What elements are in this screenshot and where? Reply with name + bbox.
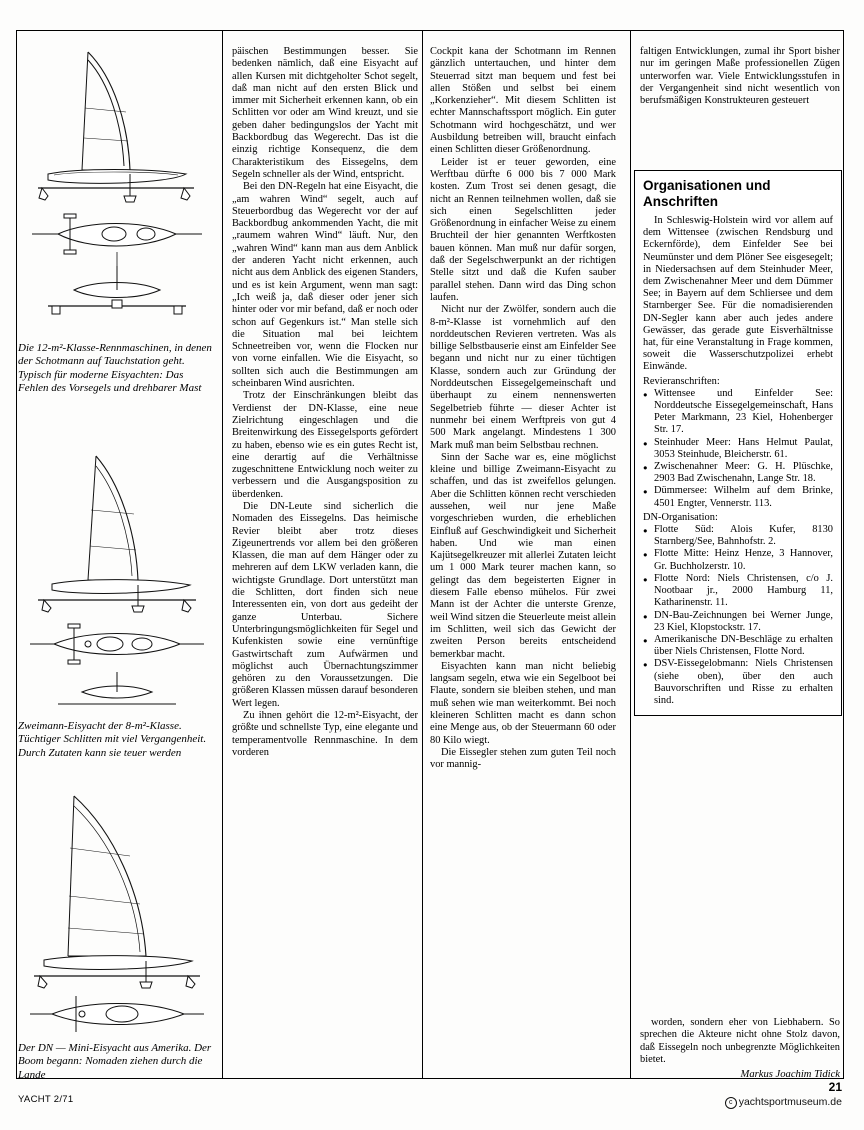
article-byline: Markus Joachim Tidick [740, 1069, 840, 1081]
list-item: ● Steinhuder Meer: Hans Helmut Paulat, 3053 Steinhude, Bleicherstr. 61. [643, 437, 833, 461]
text-column-2 [232, 46, 418, 759]
paragraph: Sinn der Sache war es, eine möglichst kleine und billige Zweimann-Eisyacht zu schaffen, und das ist zweifellos gelungen. Aber die Schlitten können recht verschieden aussehen, weil nur jene Maße vorgeschrieben wurden, die erheblichen Einfluß auf Geschwindigkeit und Sicherheit haben. Und wie man einen Kajütsegelkreuzer mit allerlei Zutaten leicht um 1 000 Mark teurer machen kann, so gelingt das dem begeisterten Eigner in diesem Falle ebenso mühelos. Für zwei Mann ist der Achter die unterste Grenze, weil Wind sitzen die Steuerleute meist allein im Schlitten, weil sich das Gewicht der zweiten Person bereits entscheidend bemerkbar macht. [430, 451, 616, 660]
paragraph: Cockpit kana der Schotmann im Rennen gänzlich untertauchen, und hinter dem Steuerrad sitzt man bequem und fest bei allen Stößen und selbst bei einem „Korkenzieher“. Mit diesem Schlitten ist echter Mannschaftssport möglich. Ein guter Schotmann wird hochgeschätzt, und wer Ausbildung betreiben will, braucht einfach einen Schlitten dieser Größenordnung. [430, 46, 616, 156]
sidebar-intro [643, 215, 833, 374]
paragraph: päischen Bestimmungen besser. Sie bedenken nämlich, daß eine Eisyacht auf allen Kursen mit dichtgeholter Schot segelt, daß man nicht auf den ersten Blick und immer mit Sicherheit erkennen kann, ob ein Schlitten vor oder am Wind kreuzt, und sie geben daher bedingungslos der Yacht mit Backbordbug das Wegerecht. Das ist die einzig richtige Konsequenz, die dem Charakteristikum des Eissegelns, dem Segeln schneller als der Wind, entspricht. [232, 46, 418, 180]
sidebar-section-label-dn: DN-Organisation: [643, 511, 718, 523]
paragraph: In Schleswig-Holstein wird vor allem auf dem Wittensee (zwischen Rendsburg und Eckernförde), dem Einfelder See bei Neumünster und dem Plöner See eisgesegelt; in Niedersachsen auf dem Steinhuder Meer, dem Zwischenahner Meer und dem Dümmer See; in Bayern auf dem Schliersee und dem Starnberger See. Für die nomadisierenden DN-Segler kann aber auch jedes andere Gewässer, das gerade gute Eisverhältnisse hat, für eine Veranstaltung in Frage kommen, soweit die Wasserschutzpolizei erhebt Einwände. [643, 215, 833, 373]
watermark [725, 1096, 842, 1109]
issue-footer: YACHT 2/71 [18, 1094, 74, 1105]
list-item: ● Flotte Süd: Alois Kufer, 8130 Starnberg/See, Bahnhofstr. 2. [643, 524, 833, 548]
sidebar-revier-list [643, 388, 833, 510]
right-frame-rule [843, 30, 844, 1078]
sidebar-organisationen-anschriften [634, 170, 842, 716]
text-column-3 [430, 46, 616, 772]
paragraph: Die DN-Leute sind sicherlich die Nomaden des Eissegelns. Das heimische Revier bleibt aber trotz dieses Zigeunertrends vor allem bei den größeren Klassen, die man auf dem Hänger oder zu mehreren auf dem LKW verladen kann, die wichtigste Grundlage. Dort unterstützt man die Schlitten, dort finden sich neue Interessenten ein, von dort aus gedeiht der ganze Unterbau. Sichere Unterbringungsmöglichkeiten für Segel und Kufenkisten sowie eine vernünftige Gastwirtschaft zum Aufwärmen und möglichst auch Übernachtungszimmer gehören zu den Voraussetzungen. Die größeren Klassen müssen darauf besonderen Wert legen. [232, 500, 418, 709]
sidebar-title: Organisationen und Anschriften [643, 178, 771, 209]
list-item: ● Zwischenahner Meer: G. H. Plüschke, 2903 Bad Zwischenahn, Lange Str. 18. [643, 461, 833, 485]
paragraph: Die Eissegler stehen zum guten Teil noch vor mannig- [430, 746, 616, 771]
top-rule [16, 30, 844, 31]
paragraph: Eisyachten kann man nicht beliebig langsam segeln, etwa wie ein Segelboot bei Flaute, sondern sie bleiben stehen, und man muß sehen wie man weiterkommt. Bei noch kleineren Schlitten macht es dann schon eine Menge aus, ob der Steuermann 60 oder 80 Kilo wiegt. [430, 660, 616, 746]
figure-caption: Zweimann-Eisyacht der 8-m²-Klasse. Tüchtiger Schlitten mit viel Vergangenheit. Durch Zutaten kann sie teuer werden [18, 720, 207, 759]
paragraph: faltigen Entwicklungen, zumal ihr Sport bisher nur im geringen Maße professionellen Zügen unterworfen war. Viele Entwicklungsstufen in der Vergangenheit sind nicht wesentlich von berufsmäßigen Konstrukteuren gesteuert [640, 46, 840, 107]
copyright-icon: c [725, 1097, 737, 1109]
figure-caption: Der DN — Mini-Eisyacht aus Amerika. Der Boom begann: Nomaden ziehen durch die Lande [18, 1042, 212, 1081]
list-item: ● Amerikanische DN-Beschläge zu erhalten über Niels Christensen, Flotte Nord. [643, 634, 833, 658]
sidebar-section-label-revier: Revieranschriften: [643, 375, 720, 387]
figure-12m-klasse [18, 38, 214, 396]
article-closing-text [640, 1017, 840, 1081]
watermark-label: yachtsportmuseum.de [738, 1096, 842, 1108]
page-number: 21 [828, 1080, 842, 1094]
dn-iceyacht-drawing [18, 788, 214, 1038]
text-column-4 [640, 46, 840, 107]
paragraph: Zu ihnen gehört die 12-m²-Eisyacht, der größte und schnellste Typ, eine elegante und temperamentvolle Rennmaschine. In dem vorderen [232, 710, 418, 758]
paragraph: worden, sondern eher von Liebhabern. So sprechen die Akteure nicht ohne Stolz davon, daß Eissegeln noch unbegrenzte Möglichkeiten bietet. [640, 1017, 840, 1065]
iceyacht-8m-drawing [18, 446, 214, 716]
figure-zweimann-eisyacht [18, 446, 214, 760]
paragraph: Bei den DN-Regeln hat eine Eisyacht, die „am wahren Wind“ segelt, auch auf Steuerbordbug das Wegerecht vor der auf Backbordbug ankommenden Yacht, die mit „raumem wahren Wind“ läuft. Nur, den „wahren Wind“ kann man aus dem Anblick der anderen Yacht nicht erkennen, auch nicht aus dem Anblick des eigenen Standers, und es ist kein Argument, wenn man sagt: „Ich weiß ja, daß dieser oder jener sich hinter oder vor mir befand, daß er noch oder schon auf Gegenkurs ist.“ Man stelle sich die Situation mal bei leichtem Schneetreiben vor, wenn die Flocken nur von vorne einfallen. Wie die Eisyacht, so sollten sich auch die Bestimmungen am scheinbaren Wind ausrichten. [232, 181, 418, 390]
sidebar-dn-list [643, 524, 833, 707]
column-rule-2 [422, 30, 423, 1078]
list-item: ● Dümmersee: Wilhelm auf dem Brinke, 4501 Engter, Vennerstr. 113. [643, 485, 833, 509]
paragraph: Leider ist er teuer geworden, eine Werftbau dürfte 6 000 bis 7 000 Mark kosten. Zum Trost sei denen gesagt, die nicht an Rennen teilnehmen wollen, daß sie sich einen Segelschlitten jeder Größenordnung in einfacher Weise zu einem Bruchteil der hier genannten Werftkosten bauen können. Man muß nur dafür sorgen, daß der Segelschwerpunkt an der richtigen Stelle sitzt und daß die Kufen sauber parallel stehen. Dann wird das Ding schon laufen. [430, 156, 616, 303]
column-rule-1 [222, 30, 223, 1078]
paragraph: Nicht nur der Zwölfer, sondern auch die 8-m²-Klasse ist vornehmlich auf den norddeutschen Revieren vertreten. Was als billige Selbstbauserie einst am Einfelder See begann und nicht nur zu einer tüchtigen Klasse, sondern auch zur Gründung der Norddeutschen Eissegelgemeinschaft und überhaupt zu einem nennenswerten Segelbetrieb führte — dieser Achter ist nunmehr bei einem Werftpreis von gut 4 500 Mark angelangt. Mindestens 1 300 Mark muß man beim Selbstbau rechnen. [430, 304, 616, 451]
list-item: ● Wittensee und Einfelder See: Norddeutsche Eissegelgemeinschaft, Hans Peter Markmann, 23 Kiel, Hohenberger Str. 17. [643, 388, 833, 437]
paragraph: Trotz der Einschränkungen bleibt das Verdienst der DN-Klasse, eine neue Zielrichtung eingeschlagen und die Breitenwirkung des Eissegelsports gefördert zu haben, ebenso wie es ein gutes Recht ist, eine derartig auf die Verhältnisse zugeschnittene Entwicklung noch weiter zu verbessern und die Ausgangsposition zu überdenken. [232, 390, 418, 500]
figure-dn-mini-eisyacht [18, 788, 214, 1082]
iceyacht-12m-drawing [18, 38, 214, 338]
figure-caption: Die 12-m²-Klasse-Rennmaschinen, in denen der Schotmann auf Tauchstation geht. Typisch für moderne Eisyachten: Das Fehlen des Vorsegels und drehbarer Mast [18, 342, 212, 395]
list-item: ● DN-Bau-Zeichnungen bei Werner Junge, 23 Kiel, Klopstockstr. 17. [643, 610, 833, 634]
column-rule-3 [630, 30, 631, 1078]
list-item: ● Flotte Mitte: Heinz Henze, 3 Hannover, Gr. Buchholzerstr. 10. [643, 548, 833, 572]
left-frame-rule [16, 30, 17, 1078]
list-item: ● DSV-Eissegelobmann: Niels Christensen (siehe oben), über den auch Bauvorschriften und Risse zu erhalten sind. [643, 658, 833, 707]
list-item: ● Flotte Nord: Niels Christensen, c/o J. Nootbaar jr., 2000 Hamburg 11, Katharinenstr. 11. [643, 573, 833, 610]
